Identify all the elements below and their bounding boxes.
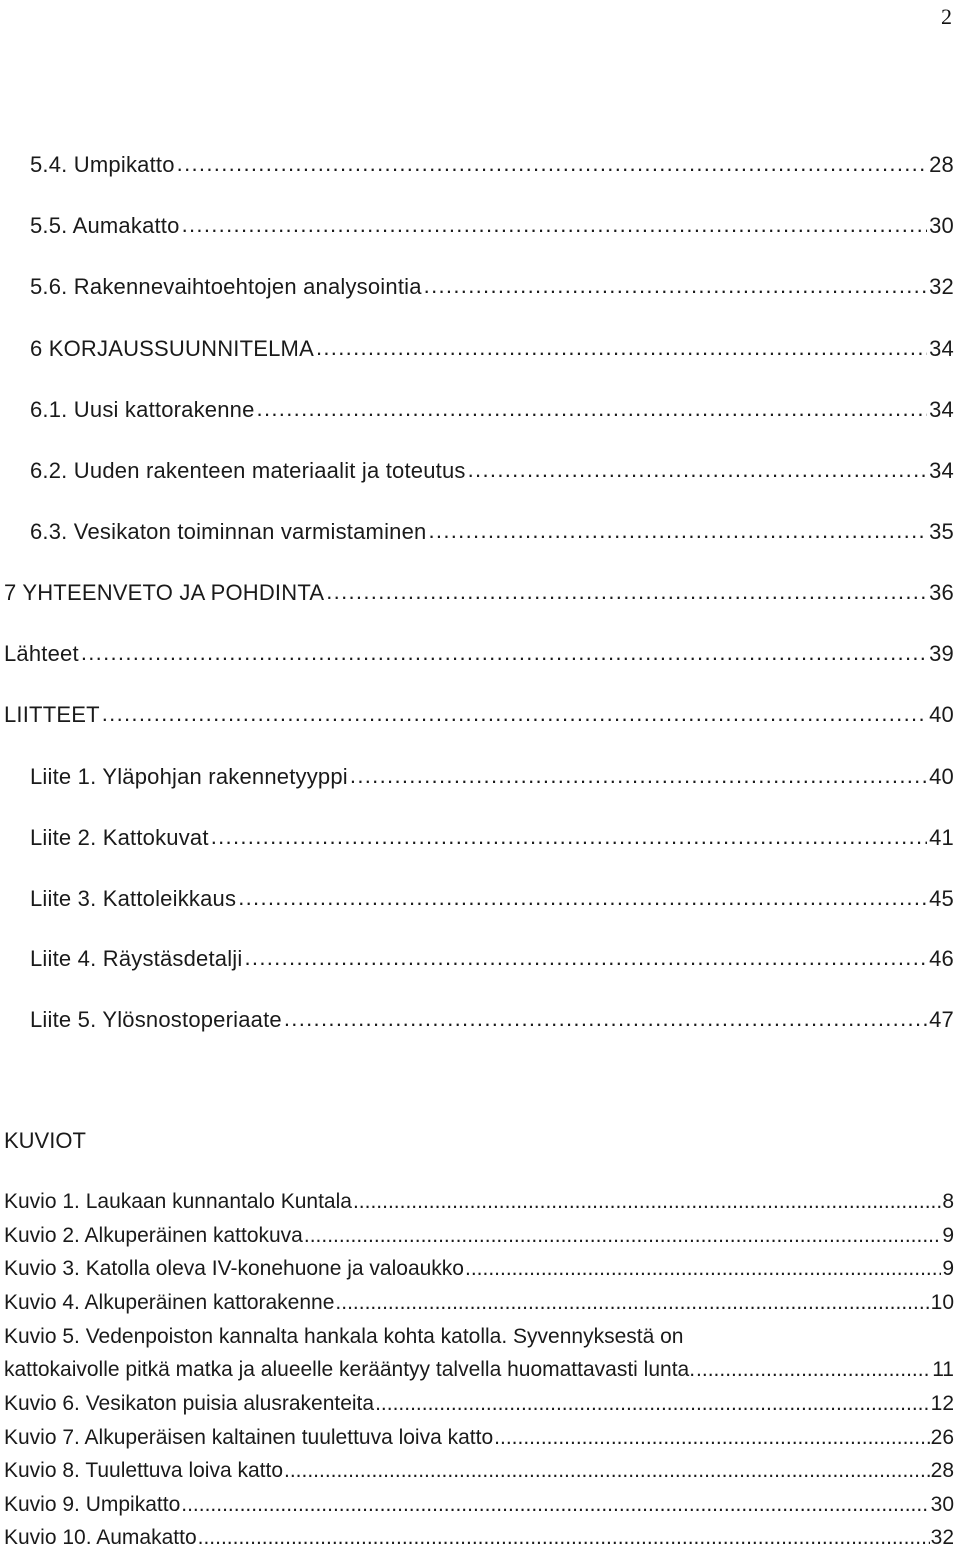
figure-entry-label: Kuvio 9. Umpikatto (4, 1493, 181, 1516)
figure-entry-page: 12 (930, 1392, 954, 1415)
figure-entry-label: Kuvio 2. Alkuperäinen kattokuva (4, 1224, 303, 1247)
toc-leader-dots (102, 701, 927, 727)
toc-entry-page: 34 (929, 397, 954, 422)
toc-entry-label: 7 YHTEENVETO JA POHDINTA (4, 580, 325, 605)
toc-entry-label: 6.2. Uuden rakenteen materiaalit ja toteutus (30, 458, 466, 483)
toc-entry[interactable] (30, 519, 954, 545)
figure-leader-dots (375, 1392, 930, 1416)
figure-entry-page: 28 (930, 1459, 954, 1482)
toc-leader-dots (424, 273, 927, 299)
toc-leader-dots (326, 579, 927, 605)
toc-entry-page: 32 (929, 274, 954, 299)
toc-entry-label: Liite 4. Räystäsdetalji (30, 946, 243, 971)
toc-leader-dots (238, 885, 927, 911)
figure-entry[interactable] (4, 1459, 954, 1483)
figure-entry[interactable] (4, 1190, 954, 1214)
page-number: 2 (941, 4, 952, 29)
toc-entry-label: 6.3. Vesikaton toiminnan varmistaminen (30, 519, 427, 544)
toc-entry-label: Liite 5. Ylösnostoperiaate (30, 1007, 282, 1032)
toc-entry[interactable] (30, 152, 954, 178)
toc-entry-label: LIITTEET (4, 702, 100, 727)
figure-entry-page: 10 (930, 1291, 954, 1314)
toc-leader-dots (428, 518, 927, 544)
figure-entry-label: Kuvio 1. Laukaan kunnantalo Kuntala (4, 1190, 352, 1213)
figure-entry-label: Kuvio 10. Aumakatto (4, 1526, 197, 1549)
toc-entry[interactable] (30, 946, 954, 972)
toc-entry-page: 40 (929, 764, 954, 789)
figure-entry-label: Kuvio 6. Vesikaton puisia alusrakenteita (4, 1392, 375, 1415)
toc-entry-page: 28 (929, 152, 954, 177)
figure-entry[interactable] (4, 1426, 954, 1450)
figure-entry[interactable] (4, 1224, 954, 1248)
toc-leader-dots (211, 824, 927, 850)
figure-entry-page: 9 (942, 1257, 954, 1280)
figure-entry[interactable] (4, 1493, 954, 1517)
toc-entry[interactable] (30, 764, 954, 790)
figure-leader-dots (494, 1426, 929, 1450)
toc-entry-page: 41 (929, 825, 954, 850)
figure-entry-page: 11 (932, 1358, 954, 1381)
toc-entry-page: 30 (929, 213, 954, 238)
figure-entry-first-line[interactable]: Kuvio 5. Vedenpoiston kannalta hankala kohta katolla. Syvennyksestä on (4, 1325, 684, 1348)
toc-leader-dots (177, 151, 927, 177)
figure-leader-dots (465, 1257, 941, 1281)
toc-entry[interactable] (30, 336, 954, 362)
toc-entry[interactable] (30, 213, 954, 239)
toc-entry[interactable] (30, 397, 954, 423)
figure-entry[interactable] (4, 1392, 954, 1416)
figure-entry-page: 8 (942, 1190, 954, 1213)
toc-entry[interactable] (30, 886, 954, 912)
toc-leader-dots (182, 212, 928, 238)
toc-entry-page: 40 (929, 702, 954, 727)
toc-entry-label: Liite 3. Kattoleikkaus (30, 886, 237, 911)
toc-entry-page: 46 (929, 946, 954, 971)
toc-entry-label: 6.1. Uusi kattorakenne (30, 397, 255, 422)
figure-leader-dots (181, 1493, 929, 1517)
toc-entry[interactable] (30, 274, 954, 300)
figure-entry-label: Kuvio 3. Katolla oleva IV-konehuone ja valoaukko (4, 1257, 464, 1280)
figure-leader-dots (284, 1459, 930, 1483)
toc-leader-dots (350, 763, 927, 789)
toc-entry-page: 34 (929, 336, 954, 361)
toc-entry-label: 5.4. Umpikatto (30, 152, 175, 177)
figure-entry-page: 26 (930, 1426, 954, 1449)
figure-entry[interactable] (4, 1526, 954, 1550)
toc-leader-dots (244, 945, 927, 971)
figure-entry-label: kattokaivolle pitkä matka ja alueelle kerääntyy talvella huomattavasti lunta. (4, 1358, 696, 1381)
figure-leader-dots (335, 1291, 929, 1315)
toc-entry-page: 45 (929, 886, 954, 911)
toc-leader-dots (284, 1006, 927, 1032)
toc-entry-label: Lähteet (4, 641, 79, 666)
toc-entry-page: 39 (929, 641, 954, 666)
figure-entry[interactable] (4, 1257, 954, 1281)
toc-entry-page: 35 (929, 519, 954, 544)
toc-entry[interactable] (4, 641, 954, 667)
toc-entry-label: 5.6. Rakennevaihtoehtojen analysointia (30, 274, 422, 299)
toc-entry-label: 5.5. Aumakatto (30, 213, 180, 238)
toc-entry-label: Liite 2. Kattokuvat (30, 825, 209, 850)
toc-entry[interactable] (30, 458, 954, 484)
toc-leader-dots (81, 640, 927, 666)
figure-leader-dots (696, 1358, 931, 1382)
figure-leader-dots (304, 1224, 941, 1248)
toc-entry-page: 47 (929, 1007, 954, 1032)
toc-entry[interactable] (30, 1007, 954, 1033)
figure-leader-dots (198, 1526, 930, 1550)
figure-entry-page: 32 (930, 1526, 954, 1549)
toc-entry-page: 34 (929, 458, 954, 483)
figure-leader-dots (353, 1190, 941, 1214)
toc-entry[interactable] (4, 702, 954, 728)
figure-entry-label: Kuvio 8. Tuulettuva loiva katto (4, 1459, 283, 1482)
figure-entry-label: Kuvio 7. Alkuperäisen kaltainen tuulettuva loiva katto (4, 1426, 494, 1449)
figure-entry-page: 9 (942, 1224, 954, 1247)
figure-entry[interactable] (4, 1358, 954, 1382)
toc-entry-label: 6 KORJAUSSUUNNITELMA (30, 336, 314, 361)
figure-entry-label: Kuvio 4. Alkuperäinen kattorakenne (4, 1291, 335, 1314)
toc-leader-dots (316, 335, 927, 361)
figure-entry[interactable] (4, 1291, 954, 1315)
figure-entry-page: 30 (930, 1493, 954, 1516)
toc-entry[interactable] (4, 580, 954, 606)
toc-entry-page: 36 (929, 580, 954, 605)
figures-heading: KUVIOT (4, 1128, 86, 1153)
toc-entry[interactable] (30, 825, 954, 851)
toc-leader-dots (468, 457, 928, 483)
toc-leader-dots (257, 396, 928, 422)
toc-entry-label: Liite 1. Yläpohjan rakennetyyppi (30, 764, 348, 789)
